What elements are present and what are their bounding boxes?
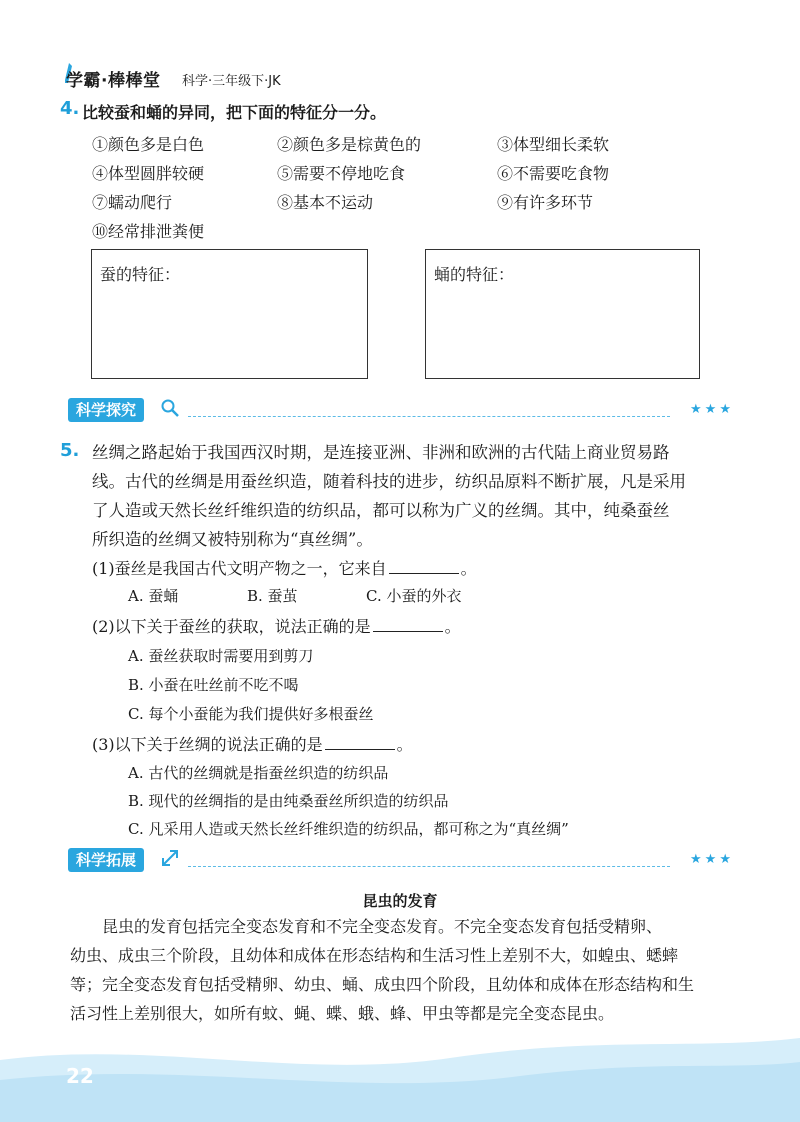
silkworm-box-label: 蚕的特征： [100,265,181,284]
pupa-box-label: 蛹的特征： [434,265,515,284]
q5-sub3-option-c: C. 凡采用人造或天然长丝纤维织造的纺织品，都可称之为“真丝绸” [128,820,569,838]
footer-wave-decoration [0,1020,800,1122]
punctuation: 。 [444,617,461,636]
answer-blank[interactable] [389,559,459,574]
page-number: 22 [66,1064,94,1088]
q4-option: ③体型细长柔软 [497,135,610,154]
silkworm-answer-box[interactable] [91,249,368,379]
reading-line: 昆虫的发育包括完全变态发育和不完全变态发育。不完全变态发育包括受精卵、 [102,917,663,936]
header-subtitle: 科学·三年级下·JK [182,74,281,89]
passage-line: 所织造的丝绸又被特别称为“真丝绸”。 [92,530,373,549]
q5-sub1-stem [92,556,477,579]
reading-title: 昆虫的发育 [362,892,438,910]
q4-option: ④体型圆胖较硬 [92,164,205,183]
section-banner-extend [68,848,734,872]
section-divider [188,416,670,417]
section-tag: 科学探究 [68,398,144,422]
reading-line: 活习性上差别很大，如所有蚊、蝇、蝶、蛾、蜂、甲虫等都是完全变态昆虫。 [70,1004,615,1023]
section-divider [188,866,670,867]
q5-sub2-option-a: A. 蚕丝获取时需要用到剪刀 [128,647,314,665]
q5-sub2-stem [92,614,461,637]
header-brand: 学霸·棒棒堂 [66,71,161,91]
question-4-title: 比较蚕和蛹的异同，把下面的特征分一分。 [82,103,387,122]
q4-option: ②颜色多是棕黄色的 [277,135,422,154]
passage-line: 丝绸之路起始于我国西汉时期，是连接亚洲、非洲和欧洲的古代陆上商业贸易路 [92,443,670,462]
question-5-number: 5. [60,440,80,461]
reading-line: 等；完全变态发育包括受精卵、幼虫、蛹、成虫四个阶段，且幼体和成体在形态结构和生 [70,975,695,994]
section-banner-explore [68,398,734,422]
answer-blank[interactable] [373,617,443,632]
reading-body [70,912,740,1028]
q5-sub1-option-b: B. 蚕茧 [247,587,298,605]
punctuation: 。 [396,735,413,754]
q4-option: ⑦蠕动爬行 [92,193,173,212]
q5-sub3-option-b: B. 现代的丝绸指的是由纯桑蚕丝所织造的纺织品 [128,792,449,810]
q5-sub1-option-c: C. 小蚕的外衣 [366,587,462,605]
passage-line: 了人造或天然长丝纤维织造的纺织品，都可以称为广义的丝绸。其中，纯桑蚕丝 [92,501,670,520]
punctuation: 。 [460,559,477,578]
pupa-answer-box[interactable] [425,249,700,379]
q5-passage [92,438,757,554]
magnifier-icon [160,398,180,418]
question-4-number: 4. [60,98,80,119]
q5-sub2-option-c: C. 每个小蚕能为我们提供好多根蚕丝 [128,705,374,723]
q5-sub2-text: (2)以下关于蚕丝的获取，说法正确的是 [92,617,371,636]
q5-sub1-text: (1)蚕丝是我国古代文明产物之一，它来自 [92,559,387,578]
difficulty-stars: ★★★ [690,852,734,867]
section-tag: 科学拓展 [68,848,144,872]
q4-option: ⑧基本不运动 [277,193,374,212]
difficulty-stars: ★★★ [690,402,734,417]
q5-sub3-stem [92,732,413,755]
q5-sub3-option-a: A. 古代的丝绸就是指蚕丝织造的纺织品 [128,764,389,782]
q5-sub3-text: (3)以下关于丝绸的说法正确的是 [92,735,323,754]
q4-option: ⑤需要不停地吃食 [277,164,406,183]
answer-blank[interactable] [325,735,395,750]
q5-sub2-option-b: B. 小蚕在吐丝前不吃不喝 [128,676,299,694]
q4-option: ⑩经常排泄粪便 [92,222,205,241]
q4-option: ①颜色多是白色 [92,135,205,154]
q4-option: ⑨有许多环节 [497,193,594,212]
passage-line: 线。古代的丝绸是用蚕丝织造，随着科技的进步，纺织品原料不断扩展，凡是采用 [92,472,686,491]
q5-sub1-option-a: A. 蚕蛹 [128,587,179,605]
q4-option: ⑥不需要吃食物 [497,164,610,183]
expand-arrows-icon [160,848,180,868]
reading-line: 幼虫、成虫三个阶段，且幼体和成体在形态结构和生活习性上差别不大，如蝗虫、蟋蟀 [70,946,679,965]
